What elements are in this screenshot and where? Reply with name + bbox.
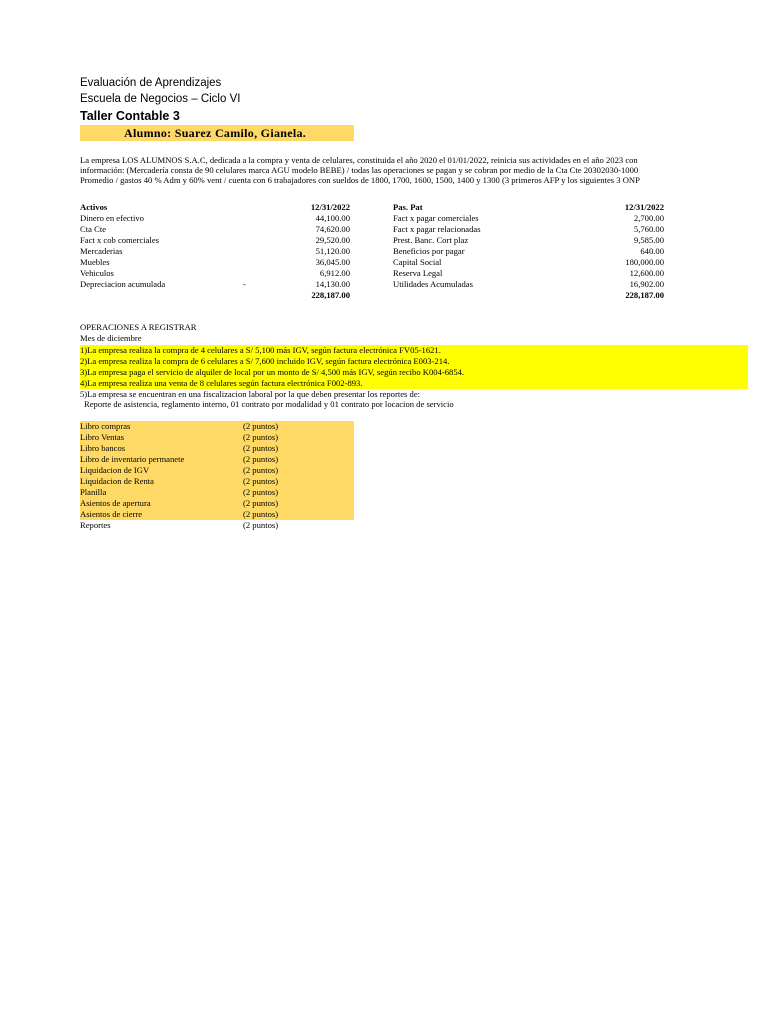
grading-item-label: Liquidacion de Renta [80,476,154,486]
intro-line-2: información: (Mercadería consta de 90 celulares marca AGU modelo BEBE) / todas las operaciones se pagan y se cobran por medio de la Cta Cte 20302030-1000 [80,165,639,175]
asset-sign: - [243,279,246,289]
grading-item-label: Libro compras [80,421,131,431]
grading-item-label: Libro Ventas [80,432,124,442]
grading-item-points: (2 puntos) [243,432,279,442]
course-title: Evaluación de Aprendizajes [80,77,222,89]
liability-value: 640.00 [640,246,664,256]
liability-label: Fact x pagar comerciales [393,213,479,223]
operation-item: 2)La empresa realiza la compra de 6 celulares a S/ 7,600 incluido IGV, según factura electrónica E003-214. [80,356,450,366]
school-cycle: Escuela de Negocios – Ciclo VI [80,93,241,105]
liability-value: 16,902.00 [629,279,664,289]
asset-value: 14,130.00 [315,279,350,289]
asset-label: Muebles [80,257,110,267]
grading-item-label: Reportes [80,520,111,530]
grading-item-label: Libro bancos [80,443,126,453]
liability-value: 9,585.00 [633,235,664,245]
grading-item-points: (2 puntos) [243,487,279,497]
operation-item: 4)La empresa realiza una venta de 8 celulares según factura electrónica F002-893. [80,378,363,388]
assets-date: 12/31/2022 [310,202,350,212]
asset-label: Vehiculos [80,268,114,278]
liability-label: Beneficios por pagar [393,246,465,256]
grading-item-points: (2 puntos) [243,443,279,453]
assets-header: Activos [80,202,108,212]
grading-item-points: (2 puntos) [243,520,279,530]
asset-label: Cta Cte [80,224,107,234]
liabilities-date: 12/31/2022 [624,202,664,212]
asset-value: 36,045.00 [315,257,350,267]
grading-item-label: Asientos de cierre [80,509,143,519]
liability-label: Utilidades Acumuladas [393,279,473,289]
asset-label: Mercaderias [80,246,123,256]
operations-title: OPERACIONES A REGISTRAR [80,322,197,332]
liability-label: Reserva Legal [393,268,443,278]
asset-label: Depreciacion acumulada [80,279,166,289]
asset-value: 44,100.00 [315,213,350,223]
grading-item-points: (2 puntos) [243,454,279,464]
intro-line-3: Promedio / gastos 40 % Adm y 60% vent / cuenta con 6 trabajadores con sueldos de 1800, 1700, 1600, 1500, 1400 y 1300 (3 primeros AFP y los siguientes 3 ONP [80,175,640,185]
asset-value: 29,520.00 [315,235,350,245]
student-name: Alumno: Suarez Camilo, Gianela. [124,126,307,140]
intro-line-1: La empresa LOS ALUMNOS S.A.C, dedicada a la compra y venta de celulares, constituida el año 2020 el 01/01/2022, reinicia sus actividades en el año 2023 con [80,155,638,165]
liability-value: 2,700.00 [633,213,664,223]
assets-total: 228,187.00 [311,290,350,300]
grading-item-label: Libro de inventario permanete [80,454,185,464]
operations-month: Mes de diciembre [80,333,142,343]
liabilities-total: 228,187.00 [625,290,664,300]
grading-item-label: Asientos de apertura [80,498,151,508]
operation-item-detail: Reporte de asistencia, reglamento interno, 01 contrato por modalidad y 01 contrato por locacion de servicio [84,399,454,409]
liability-label: Capital Social [393,257,442,267]
asset-value: 6,912.00 [319,268,350,278]
liability-label: Fact x pagar relacionadas [393,224,481,234]
liability-value: 180,000.00 [625,257,664,267]
operation-item: 3)La empresa paga el servicio de alquiler de local por un monto de S/ 4,500 más IGV, según recibo K004-6854. [80,367,465,377]
grading-item-points: (2 puntos) [243,509,279,519]
grading-item-points: (2 puntos) [243,476,279,486]
grading-item-points: (2 puntos) [243,498,279,508]
operation-item: 1)La empresa realiza la compra de 4 celulares a S/ 5,100 más IGV, según factura electrónica FV05-1621. [80,345,441,355]
liability-value: 5,760.00 [633,224,664,234]
grading-item-points: (2 puntos) [243,421,279,431]
asset-label: Dinero en efectivo [80,213,144,223]
liability-label: Prest. Banc. Cort plaz [393,235,469,245]
grading-item-points: (2 puntos) [243,465,279,475]
grading-item-label: Planilla [80,487,107,497]
operation-item: 5)La empresa se encuentran en una fiscalizacion laboral por la que deben presentar los reportes de: [80,389,421,399]
asset-label: Fact x cob comerciales [80,235,159,245]
asset-value: 51,120.00 [315,246,350,256]
liabilities-header: Pas. Pat [393,202,423,212]
asset-value: 74,620.00 [315,224,350,234]
liability-value: 12,600.00 [629,268,664,278]
grading-item-label: Liquidacion de IGV [80,465,150,475]
workshop-title: Taller Contable 3 [80,109,180,123]
